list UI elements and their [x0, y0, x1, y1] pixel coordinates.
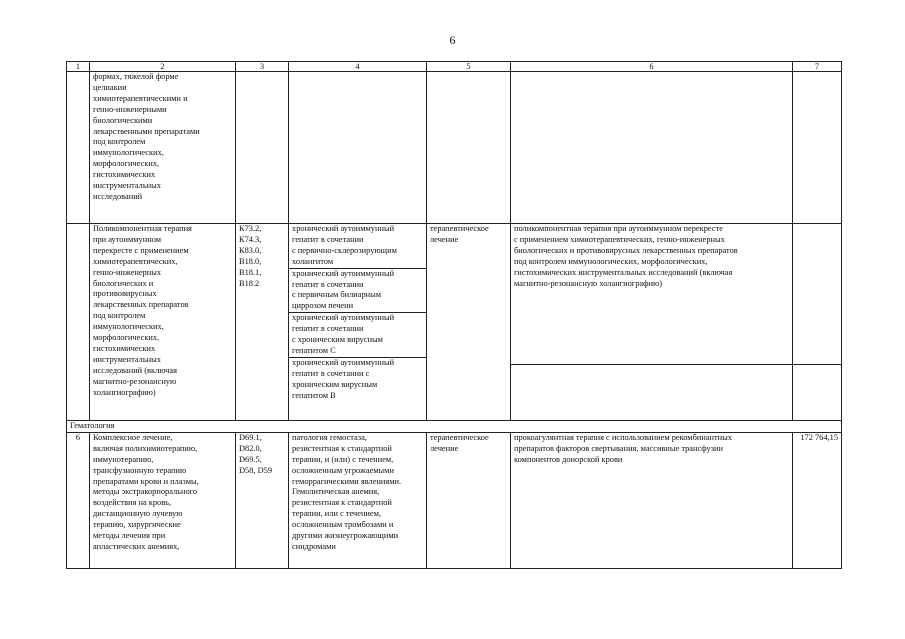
method-cell [511, 72, 793, 224]
page-number: 6 [449, 33, 456, 47]
method-text: поликомпонентная терапия при аутоиммунном перекресте с применением химиотерапевтических, генно-инженерных биологических и противовирусных лекарственных препаратов под контролем иммунологических, морфологических, гистохимических инструментальных исследований (включая магнитно-резонансную холангиографию) [514, 224, 738, 288]
section-title: Гематология [67, 421, 842, 433]
column-number: 7 [793, 62, 842, 72]
diagnosis-cell [289, 72, 427, 224]
polycomponent-row [67, 224, 842, 421]
medical-care-table [66, 61, 842, 569]
cost-cell [793, 224, 842, 421]
cost-cell: 172 764,15 [793, 432, 842, 568]
method-cell: прокоагулянтная терапия с использованием рекомбинантных препаратов факторов свертывания, массивные трансфузии компонентов донорской крови [511, 432, 793, 568]
column-number: 4 [289, 62, 427, 72]
diagnosis-cell [289, 224, 427, 421]
cost-cell [793, 72, 842, 224]
row-number-cell [67, 224, 90, 421]
treatment-type-cell: терапевтическое лечение [427, 432, 511, 568]
column-number: 6 [511, 62, 793, 72]
row-number: 6 [67, 432, 90, 568]
codes-cell: D69.1, D82.0, D69.5, D58, D59 [236, 432, 289, 568]
cost-divider [793, 364, 841, 365]
column-number: 3 [236, 62, 289, 72]
codes-cell [236, 72, 289, 224]
diagnosis-item: хронический аутоиммунный гепатит в сочетании с хроническим вирусным гепатитом С [289, 313, 426, 358]
treatment-type-cell: терапевтическое лечение [427, 224, 511, 421]
column-number: 2 [90, 62, 236, 72]
diagnosis-item: хронический аутоиммунный гепатит в сочетании с первично-склерозирующим холангитом [289, 224, 426, 269]
column-number: 1 [67, 62, 90, 72]
codes-cell: К73.2, К74.3, К83.0, В18.0, В18.1, В18.2 [236, 224, 289, 421]
column-number-row [67, 62, 842, 72]
diagnosis-item: хронический аутоиммунный гепатит в сочетании с первичным билиарным циррозом печени [289, 269, 426, 314]
treatment-name-cell: Комплексное лечение, включая полихимиотерапию, иммунотерапию, трансфузионную терапию препаратами крови и плазмы, методы экстракорпорального воздействия на кровь, дистанционную лучевую терапию, хирургические методы лечения при апластических анемиях, [90, 432, 236, 568]
table-row-6 [67, 432, 842, 568]
treatment-name-cell: Поликомпонентная терапия при аутоиммунном перекресте с применением химиотерапевтических, генно-инженерных биологических и противовирусных лекарственных препаратов под контролем иммунологических, морфологических, гистохимических инструментальных исследований (включая магнитно-резонансную холангиографию) [90, 224, 236, 421]
diagnosis-item: хронический аутоиммунный гепатит в сочетании с хроническим вирусным гепатитом В [292, 357, 395, 400]
row-number-cell [67, 72, 90, 224]
column-number: 5 [427, 62, 511, 72]
continuation-row [67, 72, 842, 224]
section-row [67, 421, 842, 433]
diagnosis-cell: патология гемостаза, резистентная к стандартной терапии, и (или) с течением, осложненным угрожаемыми геморрагическими явлениями. Гемолитическая анемия, резистентная к стандартной терапии, или с течением, осложненным тромбозами и другими жизнеугрожающими синдромами [289, 432, 427, 568]
treatment-name-cell: формах, тяжелой форме целиакии химиотерапевтическими и генно-инженерными биологическими лекарственными препаратами под контролем иммунологических, морфологических, гистохимических инструментальных исследований [90, 72, 236, 224]
method-cell [511, 224, 793, 421]
treatment-type-cell [427, 72, 511, 224]
method-divider [511, 364, 792, 365]
